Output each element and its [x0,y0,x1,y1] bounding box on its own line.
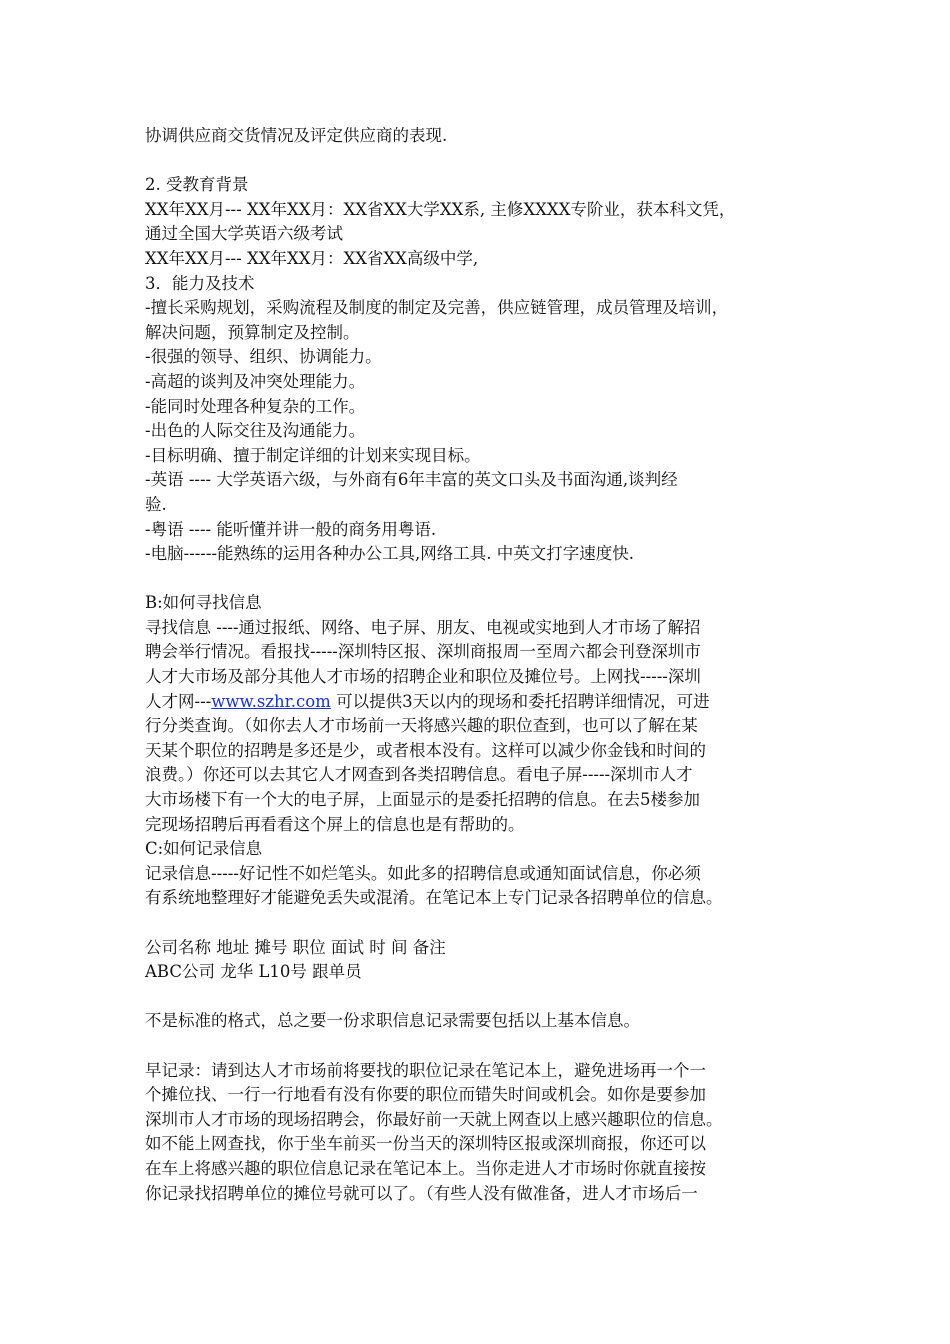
text-line: 不是标准的格式，总之要一份求职信息记录需要包括以上基本信息。 [145,1011,640,1031]
text-line: 聘会举行情况。看报找-----深圳特区报、深圳商报周一至周六都会刊登深圳市 [145,642,701,662]
text-line: B:如何寻找信息 [145,593,262,613]
text-line: -能同时处理各种复杂的工作。 [145,396,366,416]
text-line: 你记录找招聘单位的摊位号就可以了。（有些人没有做准备，进人才市场后一 [145,1183,698,1203]
blank-line [145,1034,815,1059]
text-line: -出色的人际交往及沟通能力。 [145,421,366,441]
text-line: 有系统地整理好才能避免丢失或混淆。在笔记本上专门记录各招聘单位的信息。 [145,888,723,908]
text-line: XX年XX月--- XX年XX月：XX省XX高级中学, [145,248,479,268]
text-line: XX年XX月--- XX年XX月：XX省XX大学XX系, 主修XXXX专阶业，获本科文凭， [145,199,736,219]
text-line: 记录信息-----好记性不如烂笔头。如此多的招聘信息或通知面试信息，你必须 [145,863,701,883]
text-line: 浪费。）你还可以去其它人才网查到各类招聘信息。看电子屏-----深圳市人才 [145,765,693,785]
text-line: 如不能上网查找，你于坐车前买一份当天的深圳特区报或深圳商报，你还可以 [145,1134,706,1154]
blank-line [145,567,815,592]
text-line: ABC公司 龙华 L10号 跟单员 [145,962,362,982]
blank-line [145,149,815,174]
text-line: -粤语 ---- 能听懂并讲一般的商务用粤语. [145,519,437,539]
text-line: C:如何记录信息 [145,839,263,859]
text-line: -擅长采购规划，采购流程及制度的制定及完善，供应链管理，成员管理及培训， [145,298,729,318]
text-line: 协调供应商交货情况及评定供应商的表现. [145,126,448,145]
text-line: 完现场招聘后再看看这个屏上的信息也是有帮助的。 [145,814,525,834]
document-page [145,124,815,1206]
text-line: 深圳市人才市场的现场招聘会，你最好前一天就上网查以上感兴趣职位的信息。 [145,1109,723,1129]
blank-line [145,985,815,1010]
text-line: 公司名称 地址 摊号 职位 面试 时 间 备注 [145,937,446,957]
text-line: -英语 ---- 大学英语六级，与外商有6年丰富的英文口头及书面沟通,谈判经 [145,470,678,490]
text-line: -高超的谈判及冲突处理能力。 [145,371,366,391]
text-line: 寻找信息 ----通过报纸、网络、电子屏、朋友、电视或实地到人才市场了解招 [145,617,701,637]
text-line: 通过全国大学英语六级考试 [145,224,343,244]
text-segment: 可以提供3天以内的现场和委托招聘详细情况，可进 [330,691,710,711]
text-line: 个摊位找、一行一行地看有没有你要的职位而错失时间或机会。如你是要参加 [145,1085,706,1105]
blank-line [145,911,815,936]
text-line: 天某个职位的招聘是多还是少，或者根本没有。这样可以减少你金钱和时间的 [145,740,706,760]
text-line: -电脑------能熟练的运用各种办公工具,网络工具. 中英文打字速度快. [145,544,635,564]
text-segment: 人才网--- [145,691,212,711]
text-line: 解决问题，预算制定及控制。 [145,322,360,342]
text-line: -目标明确、擅于制定详细的计划来实现目标。 [145,445,481,465]
text-line: 验. [145,494,167,514]
text-line: 行分类查询。（如你去人才市场前一天将感兴趣的职位查到，也可以了解在某 [145,716,698,736]
text-line: 3．能力及技术 [145,273,255,293]
text-line-with-link [145,690,815,715]
text-line: -很强的领导、组织、协调能力。 [145,347,382,367]
szhr-website-link[interactable]: www.szhr.com [211,691,331,711]
text-line: 大市场楼下有一个大的电子屏，上面显示的是委托招聘的信息。在去5楼参加 [145,790,700,810]
text-line: 在车上将感兴趣的职位信息记录在笔记本上。当你走进人才市场时你就直接按 [145,1158,706,1178]
text-line: 早记录：请到达人才市场前将要找的职位记录在笔记本上，避免进场再一个一 [145,1060,706,1080]
text-line: 2. 受教育背景 [145,175,249,195]
text-line: 人才大市场及部分其他人才市场的招聘企业和职位及摊位号。上网找-----深圳 [145,667,701,687]
